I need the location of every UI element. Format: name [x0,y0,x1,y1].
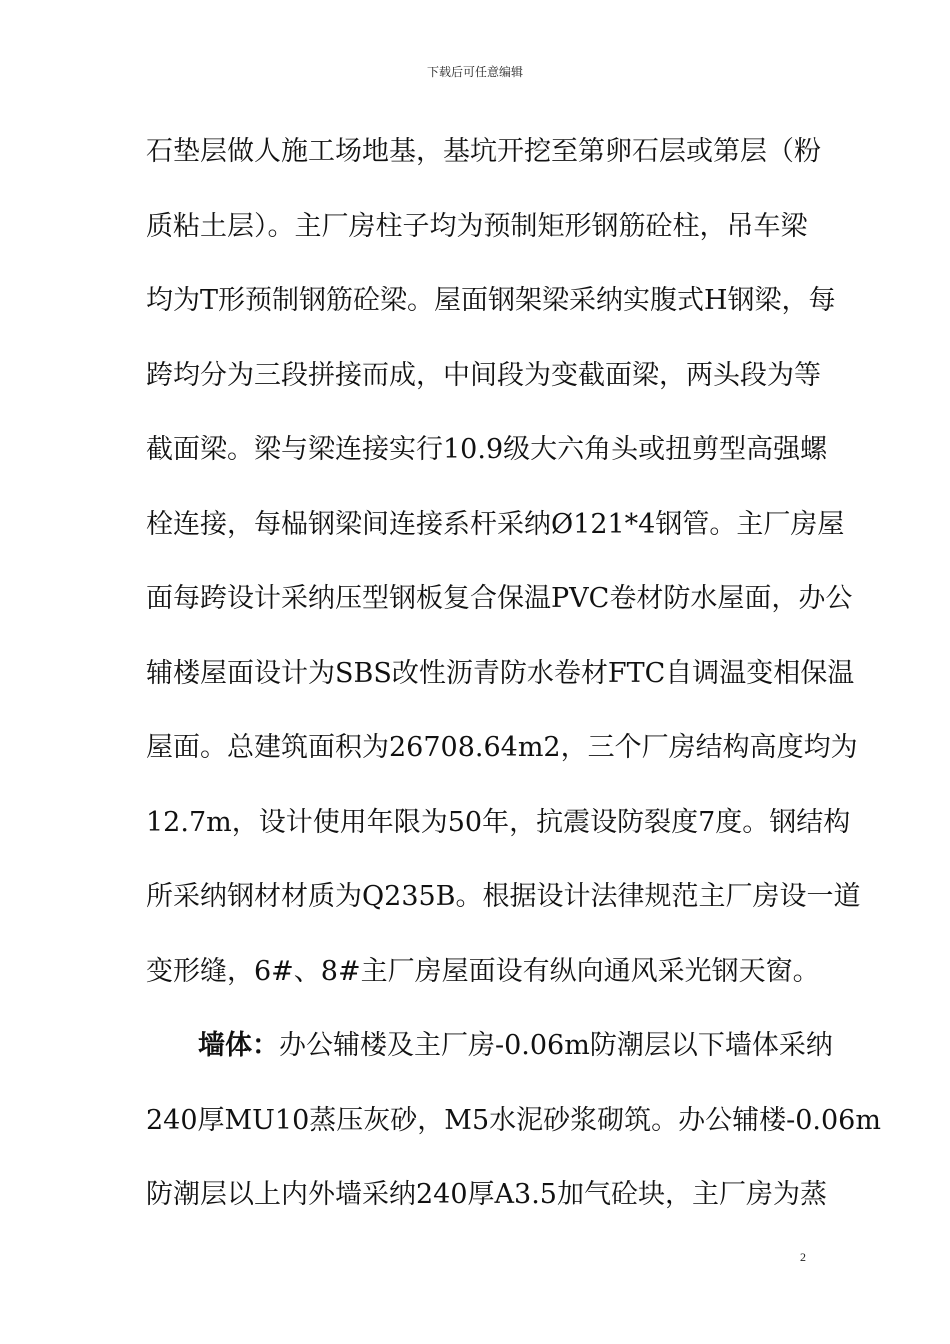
text-line: 240厚MU10蒸压灰砂，M5水泥砂浆砌筑。办公辅楼-0.06m [146,1104,881,1136]
text-line: 质粘土层）。主厂房柱子均为预制矩形钢筋砼柱，吊车梁 [146,210,808,242]
text-line: 面每跨设计采纳压型钢板复合保温PVC卷材防水屋面，办公 [146,583,853,614]
text-line: 栓连接，每榀钢梁间连接系杆采纳Ø121*4钢管。主厂房屋 [146,508,845,540]
text-line-with-heading [146,1018,833,1093]
text-line: 变形缝，6#、8#主厂房屋面设有纵向通风采光钢天窗。 [146,955,820,987]
text-line: 截面梁。梁与梁连接实行10.9级大六角头或扭剪型高强螺 [146,434,828,465]
text-line: 石垫层做人施工场地基，基坑开挖至第卵石层或第层（粉 [146,136,821,167]
text-line: 防潮层以上内外墙采纳240厚A3.5加气砼块，主厂房为蒸 [146,1179,827,1210]
page-header: 下载后可任意编辑 [426,65,523,79]
page-number: 2 [800,1250,806,1264]
section-heading: 墙体： [198,1030,279,1061]
text-line: 辅楼屋面设计为SBS改性沥青防水卷材FTC自调温变相保温 [146,657,855,689]
text-line: 屋面。总建筑面积为26708.64m2，三个厂房结构高度均为 [146,732,858,763]
text-line: 12.7m，设计使用年限为50年，抗震设防裂度7度。钢结构 [146,806,851,838]
text-line: 所采纳钢材材质为Q235B。根据设计法律规范主厂房设一道 [146,881,861,912]
text-line: 均为T形预制钢筋砼梁。屋面钢架梁采纳实腹式H钢梁，每 [146,285,836,316]
text-line: 跨均分为三段拼接而成，中间段为变截面梁，两头段为等 [146,359,821,391]
document-body [146,124,881,1242]
text-span: 办公辅楼及主厂房-0.06m防潮层以下墙体采纳 [279,1030,833,1061]
